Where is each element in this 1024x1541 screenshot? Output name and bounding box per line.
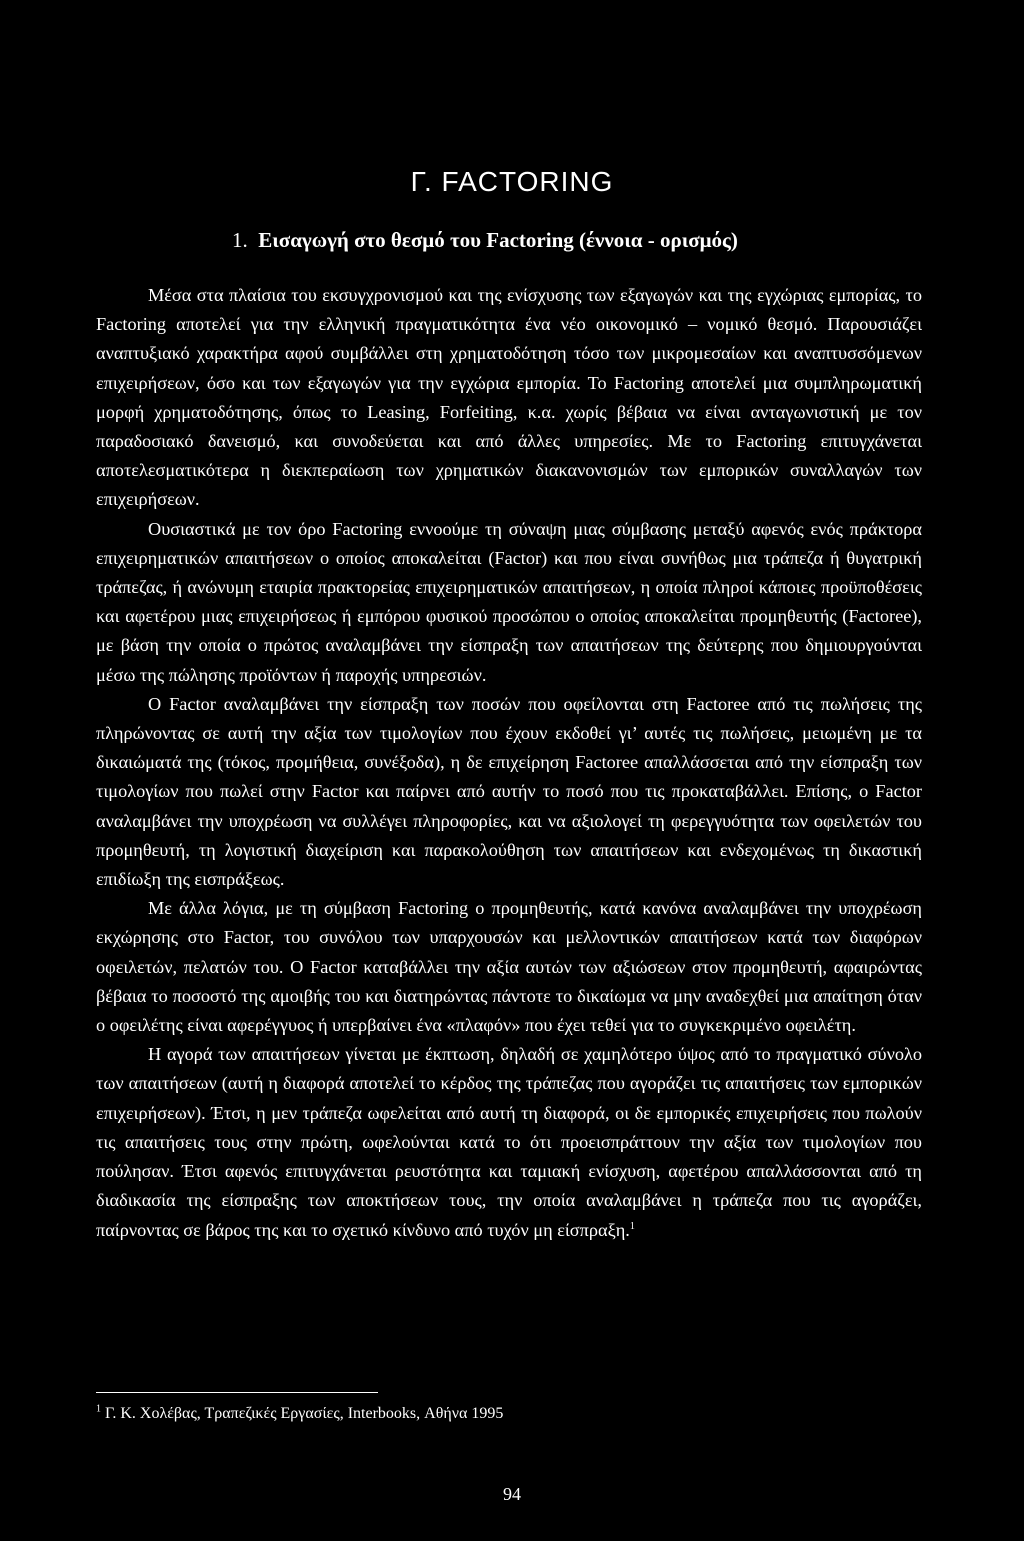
body-text [96,281,922,1245]
paragraph-text: Η αγορά των απαιτήσεων γίνεται με έκπτωση, δηλαδή σε χαμηλότερο ύψος από το πραγματικό σύνολο των απαιτήσεων (αυτή η διαφορά αποτελεί το κέρδος της τράπεζας που αγοράζει τις απαιτήσεις των εμπορικών επιχειρήσεων). Έτσι, η μεν τράπεζα ωφελείται από αυτή τη διαφορά, οι δε εμπορικές επιχειρήσεις που πωλούν τις απαιτήσεις τους στην πρώτη, ωφελούνται κατά το ότι προεισπράττουν την αξία των τιμολογίων που πούλησαν. Έτσι αφενός επιτυγχάνεται ρευστότητα και ταμιακή ενίσχυση, αφετέρου απαλλάσσονται από τη διαδικασία της είσπραξης των αποκτήσεων τους, την οποία αναλαμβάνει η τράπεζα που τις αγοράζει, παίρνοντας σε βάρος της και το σχετικό κίνδυνο από τυχόν μη είσπραξη. [96,1044,922,1240]
section-title: Εισαγωγή στο θεσμό του Factoring (έννοια - ορισμός) [258,228,738,252]
footnote-divider [96,1392,378,1393]
footnote-marker: 1 [96,1403,101,1415]
paragraph: Ο Factor αναλαμβάνει την είσπραξη των ποσών που οφείλονται στη Factoree από τις πωλήσεις της πληρώνοντας σε αυτή την αξία των τιμολογίων που έχουν εκδοθεί γι’ αυτές τις πωλήσεις, μειωμένη με τα δικαιώματά της (τόκος, προμήθεια, συνέξοδα), η δε επιχείρηση Factoree απαλλάσσεται από την είσπραξη των τιμολογίων που πωλεί στην Factor και παίρνει από αυτήν το ποσό που τις προκαταβάλλει. Επίσης, ο Factor αναλαμβάνει την υποχρέωση να συλλέγει πληροφορίες, και να αξιολογεί τη φερεγγυότητα των οφειλετών του προμηθευτή, τη λογιστική διαχείριση και παρακολούθηση των απαιτήσεων και ενδεχομένως τη δικαστική επιδίωξη της εισπράξεως. [96,693,922,890]
section-number: 1. [232,228,248,252]
footnote [96,1405,503,1423]
paragraph: Μέσα στα πλαίσια του εκσυγχρονισμού και της ενίσχυσης των εξαγωγών και της εγχώριας εμπορίας, το Factoring αποτελεί για την ελληνική πραγματικότητα ένα νέο οικονομικό – νομικό θεσμό. Παρουσιάζει αναπτυξιακό χαρακτήρα αφού συμβάλλει στη χρηματοδότηση τόσο των μικρομεσαίων και αναπτυσσόμενων επιχειρήσεων, όσο και των εξαγωγών για την εγχώρια εμπορία. Το Factoring αποτελεί μια συμπληρωματική μορφή χρηματοδότησης, όπως το Leasing, Forfeiting, κ.α. χωρίς βέβαια να είναι ανταγωνιστική με τον παραδοσιακό δανεισμό, και συνοδεύεται και από άλλες υπηρεσίες. Με το Factoring επιτυγχάνεται αποτελεσματικότερα η διεκπεραίωση των χρηματικών διακανονισμών των εμπορικών συναλλαγών των επιχειρήσεων. [96,285,922,510]
section-heading [232,228,738,253]
paragraph: Με άλλα λόγια, με τη σύμβαση Factoring ο προμηθευτής, κατά κανόνα αναλαμβάνει την υποχρέωση εκχώρησης στο Factor, του συνόλου των υπαρχουσών και μελλοντικών απαιτήσεων κατά των διαφόρων οφειλετών, πελατών του. Ο Factor καταβάλλει την αξία αυτών των αξιώσεων στον προμηθευτή, αφαιρώντας βέβαια το ποσοστό της αμοιβής του και διατηρώντας πάντοτε το δικαίωμα να μην αναδεχθεί μια απαίτηση όταν ο οφειλέτης είναι αφερέγγυος ή υπερβαίνει ένα «πλαφόν» που έχει τεθεί για το συγκεκριμένο οφειλέτη. [96,898,922,1036]
footnote-reference: 1 [629,1220,635,1232]
chapter-title: Γ. FACTORING [410,166,614,197]
footnote-text: Γ. Κ. Χολέβας, Τραπεζικές Εργασίες, Interbooks, Αθήνα 1995 [105,1405,504,1422]
paragraph-with-footnote [96,1040,922,1244]
page-number: 94 [503,1484,521,1504]
paragraph: Ουσιαστικά με τον όρο Factoring εννοούμε τη σύναψη μιας σύμβασης μεταξύ αφενός ενός πράκτορα επιχειρηματικών απαιτήσεων ο οποίος αποκαλείται (Factor) και που είναι συνήθως μια τράπεζα ή θυγατρική τράπεζας, ή ανώνυμη εταιρία πρακτορείας επιχειρηματικών απαιτήσεων, η οποία πληροί κάποιες προϋποθέσεις και αφετέρου μιας επιχειρήσεως ή εμπόρου φυσικού προσώπου ο οποίος αποκαλείται προμηθευτής (Factoree), με βάση την οποία ο πρώτος αναλαμβάνει την είσπραξη των απαιτήσεων της δεύτερης που δημιουργούνται μέσω της πώλησης προϊόντων ή παροχής υπηρεσιών. [96,518,922,685]
